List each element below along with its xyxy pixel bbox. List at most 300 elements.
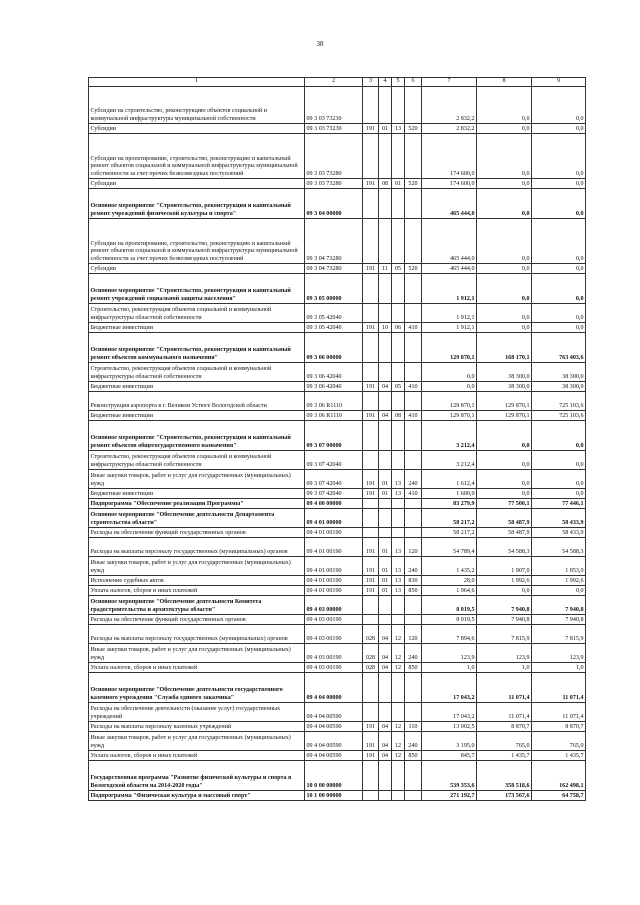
row-name-cell: Расходы на обеспечение функций государственных органов — [89, 615, 305, 625]
subsection-code-cell: 13 — [392, 538, 405, 557]
section-code-cell: 01 — [379, 489, 392, 499]
target-code-cell: 09 3 07 42040 — [305, 451, 363, 470]
subsection-code-cell — [392, 274, 405, 304]
section-code-cell: 04 — [379, 751, 392, 761]
expense-type-cell — [405, 596, 422, 615]
subsection-code-cell — [392, 499, 405, 509]
ministry-code-cell: 028 — [363, 644, 379, 663]
section-code-cell — [379, 304, 392, 323]
ministry-code-cell — [363, 596, 379, 615]
expense-type-cell: 240 — [405, 557, 422, 576]
expense-type-cell — [405, 333, 422, 363]
section-code-cell: 04 — [379, 663, 392, 673]
target-code-cell: 09 3 04 73280 — [305, 219, 363, 264]
amount-2019-cell: 0,0 — [477, 219, 532, 264]
amount-2019-cell: 0,0 — [477, 134, 532, 179]
table-row — [89, 264, 586, 274]
expense-type-cell: 110 — [405, 722, 422, 732]
table-row — [89, 304, 586, 323]
amount-2018-cell: 17 043,2 — [422, 703, 477, 722]
amount-2019-cell: 1,0 — [477, 663, 532, 673]
header-cell: 2 — [305, 78, 363, 87]
subsection-code-cell: 12 — [392, 663, 405, 673]
amount-2018-cell: 17 043,2 — [422, 673, 477, 703]
table-row — [89, 722, 586, 732]
amount-2020-cell: 0,0 — [532, 489, 586, 499]
expense-type-cell — [405, 703, 422, 722]
amount-2019-cell: 0,0 — [477, 451, 532, 470]
target-code-cell: 09 3 05 42040 — [305, 323, 363, 333]
section-code-cell: 04 — [379, 411, 392, 421]
section-code-cell — [379, 189, 392, 219]
subsection-code-cell: 13 — [392, 489, 405, 499]
expense-type-cell — [405, 791, 422, 801]
row-name-cell: Исполнение судебных актов — [89, 576, 305, 586]
expense-type-cell: 410 — [405, 489, 422, 499]
subsection-code-cell — [392, 615, 405, 625]
table-row — [89, 499, 586, 509]
amount-2018-cell: 0,0 — [422, 363, 477, 382]
ministry-code-cell — [363, 219, 379, 264]
amount-2019-cell: 129 870,1 — [477, 392, 532, 411]
table-row — [89, 219, 586, 264]
amount-2020-cell: 38 300,0 — [532, 382, 586, 392]
target-code-cell: 09 3 04 00000 — [305, 189, 363, 219]
amount-2019-cell: 0,0 — [477, 87, 532, 124]
row-name-cell: Иные закупки товаров, работ и услуг для государственных (муниципальных) нужд — [89, 470, 305, 489]
expense-type-cell — [405, 528, 422, 538]
table-row — [89, 586, 586, 596]
ministry-code-cell — [363, 528, 379, 538]
table-row — [89, 791, 586, 801]
amount-2018-cell: 58 217,2 — [422, 509, 477, 528]
section-code-cell: 04 — [379, 722, 392, 732]
ministry-code-cell — [363, 363, 379, 382]
ministry-code-cell: 191 — [363, 538, 379, 557]
ministry-code-cell — [363, 421, 379, 451]
amount-2020-cell: 1 992,6 — [532, 576, 586, 586]
amount-2019-cell: 1 907,0 — [477, 557, 532, 576]
amount-2019-cell: 168 170,1 — [477, 333, 532, 363]
section-code-cell: 04 — [379, 644, 392, 663]
expense-type-cell — [405, 392, 422, 411]
ministry-code-cell — [363, 615, 379, 625]
amount-2020-cell: 725 103,6 — [532, 411, 586, 421]
target-code-cell: 09 3 03 73280 — [305, 134, 363, 179]
section-code-cell — [379, 703, 392, 722]
amount-2020-cell: 0,0 — [532, 134, 586, 179]
amount-2018-cell: 8 019,5 — [422, 596, 477, 615]
table-row — [89, 644, 586, 663]
target-code-cell: 09 3 03 73230 — [305, 124, 363, 134]
amount-2019-cell: 7 940,8 — [477, 615, 532, 625]
amount-2020-cell: 763 403,6 — [532, 333, 586, 363]
ministry-code-cell — [363, 274, 379, 304]
ministry-code-cell: 191 — [363, 323, 379, 333]
amount-2018-cell: 174 600,0 — [422, 179, 477, 189]
table-row — [89, 411, 586, 421]
target-code-cell: 09 3 06 R1110 — [305, 411, 363, 421]
table-row — [89, 732, 586, 751]
amount-2018-cell: 129 870,1 — [422, 333, 477, 363]
amount-2020-cell: 54 588,3 — [532, 538, 586, 557]
header-cell: 8 — [477, 78, 532, 87]
row-name-cell: Основное мероприятие "Обеспечение деятельности государственного казенного учреждения "Служба единого заказчика" — [89, 673, 305, 703]
ministry-code-cell: 191 — [363, 576, 379, 586]
amount-2019-cell: 0,0 — [477, 323, 532, 333]
ministry-code-cell — [363, 791, 379, 801]
table-row — [89, 189, 586, 219]
amount-2020-cell: 11 071,4 — [532, 673, 586, 703]
target-code-cell: 09 4 01 00000 — [305, 509, 363, 528]
amount-2019-cell: 0,0 — [477, 470, 532, 489]
ministry-code-cell: 191 — [363, 470, 379, 489]
subsection-code-cell — [392, 392, 405, 411]
target-code-cell: 09 4 04 00000 — [305, 673, 363, 703]
ministry-code-cell — [363, 673, 379, 703]
subsection-code-cell — [392, 673, 405, 703]
amount-2018-cell: 0,0 — [422, 382, 477, 392]
row-name-cell: Основное мероприятие "Обеспечение деятельности Департамента строительства области" — [89, 509, 305, 528]
subsection-code-cell: 06 — [392, 323, 405, 333]
amount-2020-cell: 0,0 — [532, 219, 586, 264]
amount-2019-cell: 1 435,7 — [477, 751, 532, 761]
ministry-code-cell: 191 — [363, 382, 379, 392]
amount-2019-cell: 0,0 — [477, 124, 532, 134]
subsection-code-cell — [392, 219, 405, 264]
ministry-code-cell: 191 — [363, 411, 379, 421]
amount-2018-cell: 129 870,1 — [422, 411, 477, 421]
row-name-cell: Иные закупки товаров, работ и услуг для государственных (муниципальных) нужд — [89, 644, 305, 663]
table-row — [89, 392, 586, 411]
amount-2019-cell: 765,0 — [477, 732, 532, 751]
amount-2018-cell: 465 444,0 — [422, 219, 477, 264]
amount-2020-cell: 7 940,8 — [532, 615, 586, 625]
section-code-cell — [379, 596, 392, 615]
ministry-code-cell — [363, 333, 379, 363]
section-code-cell — [379, 615, 392, 625]
row-name-cell: Реконструкция аэропорта в г. Великом Устюге Вологодской области — [89, 392, 305, 411]
table-row — [89, 87, 586, 124]
amount-2019-cell: 0,0 — [477, 179, 532, 189]
row-name-cell: Основное мероприятие "Строительство, реконструкция и капитальный ремонт учреждений физической культуры и спорта" — [89, 189, 305, 219]
ministry-code-cell — [363, 189, 379, 219]
section-code-cell: 04 — [379, 382, 392, 392]
target-code-cell: 09 4 03 00190 — [305, 625, 363, 644]
target-code-cell: 09 3 05 00000 — [305, 274, 363, 304]
expense-type-cell — [405, 673, 422, 703]
target-code-cell: 09 4 03 00190 — [305, 615, 363, 625]
table-row — [89, 751, 586, 761]
amount-2020-cell: 0,0 — [532, 421, 586, 451]
ministry-code-cell: 191 — [363, 586, 379, 596]
target-code-cell: 09 4 04 00590 — [305, 722, 363, 732]
section-code-cell: 01 — [379, 124, 392, 134]
expense-type-cell: 410 — [405, 411, 422, 421]
subsection-code-cell: 13 — [392, 557, 405, 576]
table-row — [89, 509, 586, 528]
target-code-cell: 09 4 03 00000 — [305, 596, 363, 615]
section-code-cell — [379, 499, 392, 509]
target-code-cell: 09 3 06 42040 — [305, 363, 363, 382]
row-name-cell: Основное мероприятие "Обеспечение деятельности Комитета градостроительства и архитектуры области" — [89, 596, 305, 615]
expense-type-cell — [405, 274, 422, 304]
table-row — [89, 703, 586, 722]
row-name-cell: Строительство, реконструкция объектов социальной и коммунальной инфраструктуры областной собственности — [89, 363, 305, 382]
ministry-code-cell — [363, 451, 379, 470]
target-code-cell: 09 3 06 R1110 — [305, 392, 363, 411]
amount-2020-cell: 38 300,0 — [532, 363, 586, 382]
target-code-cell: 09 4 00 00000 — [305, 499, 363, 509]
row-name-cell: Строительство, реконструкция объектов социальной и коммунальной инфраструктуры областной собственности — [89, 304, 305, 323]
row-name-cell: Расходы на выплаты персоналу государственных (муниципальных) органов — [89, 625, 305, 644]
section-code-cell: 08 — [379, 179, 392, 189]
row-name-cell: Государственная программа "Развитие физической культуры и спорта в Вологодской области на 2014-2020 годы" — [89, 761, 305, 791]
subsection-code-cell — [392, 509, 405, 528]
row-name-cell: Основное мероприятие "Строительство, реконструкция и капитальный ремонт учреждений социальной защиты населения" — [89, 274, 305, 304]
section-code-cell — [379, 333, 392, 363]
section-code-cell — [379, 673, 392, 703]
subsection-code-cell: 12 — [392, 644, 405, 663]
amount-2018-cell: 58 217,2 — [422, 528, 477, 538]
expense-type-cell: 240 — [405, 732, 422, 751]
section-code-cell — [379, 219, 392, 264]
table-row — [89, 673, 586, 703]
section-code-cell — [379, 421, 392, 451]
subsection-code-cell — [392, 761, 405, 791]
ministry-code-cell — [363, 703, 379, 722]
amount-2018-cell: 3 212,4 — [422, 451, 477, 470]
expense-type-cell: 830 — [405, 576, 422, 586]
subsection-code-cell: 13 — [392, 586, 405, 596]
amount-2019-cell: 58 487,9 — [477, 509, 532, 528]
ministry-code-cell: 028 — [363, 663, 379, 673]
section-code-cell: 04 — [379, 732, 392, 751]
table-row — [89, 625, 586, 644]
target-code-cell: 09 3 03 73230 — [305, 87, 363, 124]
amount-2020-cell: 0,0 — [532, 87, 586, 124]
budget-table — [88, 77, 586, 801]
expense-type-cell: 240 — [405, 470, 422, 489]
table-row — [89, 124, 586, 134]
amount-2018-cell: 1 964,6 — [422, 586, 477, 596]
row-name-cell: Расходы на обеспечение функций государственных органов — [89, 528, 305, 538]
amount-2019-cell: 58 487,9 — [477, 528, 532, 538]
section-code-cell — [379, 274, 392, 304]
row-name-cell: Уплата налогов, сборов и иных платежей — [89, 586, 305, 596]
expense-type-cell — [405, 134, 422, 179]
amount-2020-cell: 0,0 — [532, 124, 586, 134]
expense-type-cell: 850 — [405, 586, 422, 596]
amount-2018-cell: 845,7 — [422, 751, 477, 761]
ministry-code-cell — [363, 499, 379, 509]
row-name-cell: Субсидии — [89, 264, 305, 274]
ministry-code-cell — [363, 509, 379, 528]
amount-2018-cell: 7 894,6 — [422, 625, 477, 644]
section-code-cell — [379, 528, 392, 538]
amount-2019-cell: 0,0 — [477, 274, 532, 304]
subsection-code-cell: 13 — [392, 470, 405, 489]
amount-2020-cell: 0,0 — [532, 274, 586, 304]
target-code-cell: 09 3 03 73280 — [305, 179, 363, 189]
amount-2020-cell: 765,0 — [532, 732, 586, 751]
amount-2019-cell: 0,0 — [477, 189, 532, 219]
header-cell: 6 — [405, 78, 422, 87]
section-code-cell — [379, 451, 392, 470]
amount-2020-cell: 1 853,0 — [532, 557, 586, 576]
page-number: 38 — [316, 40, 324, 48]
table-row — [89, 323, 586, 333]
target-code-cell: 09 3 07 00000 — [305, 421, 363, 451]
amount-2019-cell: 77 500,1 — [477, 499, 532, 509]
amount-2018-cell: 174 600,0 — [422, 134, 477, 179]
amount-2018-cell: 123,9 — [422, 644, 477, 663]
subsection-code-cell: 12 — [392, 751, 405, 761]
amount-2020-cell: 7 940,8 — [532, 596, 586, 615]
amount-2018-cell: 13 002,5 — [422, 722, 477, 732]
expense-type-cell: 410 — [405, 382, 422, 392]
amount-2019-cell: 0,0 — [477, 304, 532, 323]
amount-2020-cell: 1,0 — [532, 663, 586, 673]
table-row — [89, 615, 586, 625]
expense-type-cell — [405, 499, 422, 509]
section-code-cell — [379, 363, 392, 382]
ministry-code-cell — [363, 392, 379, 411]
amount-2020-cell: 11 071,4 — [532, 703, 586, 722]
amount-2018-cell: 1 612,4 — [422, 470, 477, 489]
table-row — [89, 382, 586, 392]
row-name-cell: Субсидии — [89, 179, 305, 189]
subsection-code-cell — [392, 87, 405, 124]
subsection-code-cell — [392, 596, 405, 615]
subsection-code-cell — [392, 363, 405, 382]
row-name-cell: Расходы на выплаты персоналу государственных (муниципальных) органов — [89, 538, 305, 557]
expense-type-cell — [405, 363, 422, 382]
ministry-code-cell: 191 — [363, 179, 379, 189]
subsection-code-cell: 13 — [392, 124, 405, 134]
amount-2018-cell: 539 353,6 — [422, 761, 477, 791]
subsection-code-cell: 08 — [392, 411, 405, 421]
target-code-cell: 09 3 05 42040 — [305, 304, 363, 323]
section-code-cell — [379, 761, 392, 791]
amount-2019-cell: 0,0 — [477, 489, 532, 499]
section-code-cell — [379, 87, 392, 124]
row-name-cell: Иные закупки товаров, работ и услуг для государственных (муниципальных) нужд — [89, 732, 305, 751]
table-row — [89, 451, 586, 470]
section-code-cell — [379, 791, 392, 801]
amount-2018-cell: 2 832,2 — [422, 124, 477, 134]
subsection-code-cell: 05 — [392, 382, 405, 392]
target-code-cell: 10 1 00 00000 — [305, 791, 363, 801]
header-cell: 4 — [379, 78, 392, 87]
amount-2018-cell: 1 912,1 — [422, 304, 477, 323]
amount-2018-cell: 129 870,1 — [422, 392, 477, 411]
amount-2018-cell: 1 600,0 — [422, 489, 477, 499]
table-row — [89, 421, 586, 451]
target-code-cell: 09 4 03 00190 — [305, 663, 363, 673]
row-name-cell: Субсидии на проектирование, строительство, реконструкцию и капитальный ремонт объектов социальной и коммунальной инфраструктуры муниципальной собственности за счет прочих безвозмездных поступлений — [89, 134, 305, 179]
amount-2019-cell: 129 870,1 — [477, 411, 532, 421]
subsection-code-cell — [392, 134, 405, 179]
row-name-cell: Основное мероприятие "Строительство, реконструкция и капитальный ремонт объектов общегосударственного назначения" — [89, 421, 305, 451]
table-row — [89, 274, 586, 304]
amount-2018-cell: 465 444,0 — [422, 264, 477, 274]
amount-2018-cell: 2 832,2 — [422, 87, 477, 124]
expense-type-cell: 850 — [405, 663, 422, 673]
expense-type-cell — [405, 87, 422, 124]
amount-2020-cell: 0,0 — [532, 189, 586, 219]
table-row — [89, 576, 586, 586]
amount-2018-cell: 54 789,4 — [422, 538, 477, 557]
amount-2020-cell: 0,0 — [532, 179, 586, 189]
amount-2018-cell: 3 195,0 — [422, 732, 477, 751]
target-code-cell: 09 4 01 00190 — [305, 576, 363, 586]
target-code-cell: 09 4 04 00590 — [305, 732, 363, 751]
amount-2020-cell: 0,0 — [532, 470, 586, 489]
row-name-cell: Субсидии — [89, 124, 305, 134]
subsection-code-cell: 05 — [392, 264, 405, 274]
amount-2019-cell: 8 870,7 — [477, 722, 532, 732]
amount-2020-cell: 162 498,1 — [532, 761, 586, 791]
amount-2018-cell: 465 444,0 — [422, 189, 477, 219]
ministry-code-cell: 191 — [363, 557, 379, 576]
amount-2020-cell: 7 815,9 — [532, 625, 586, 644]
row-name-cell: Основное мероприятие "Строительство, реконструкция и капитальный ремонт объектов коммунального назначения" — [89, 333, 305, 363]
row-name-cell: Расходы на обеспечение деятельности (оказание услуг) государственных учреждений — [89, 703, 305, 722]
expense-type-cell — [405, 304, 422, 323]
amount-2018-cell: 28,0 — [422, 576, 477, 586]
amount-2020-cell: 8 870,7 — [532, 722, 586, 732]
subsection-code-cell — [392, 451, 405, 470]
subsection-code-cell — [392, 703, 405, 722]
ministry-code-cell: 028 — [363, 625, 379, 644]
amount-2020-cell: 0,0 — [532, 451, 586, 470]
header-cell: 7 — [422, 78, 477, 87]
ministry-code-cell — [363, 304, 379, 323]
amount-2020-cell: 1 435,7 — [532, 751, 586, 761]
target-code-cell: 09 4 01 00190 — [305, 538, 363, 557]
target-code-cell: 09 3 06 42040 — [305, 382, 363, 392]
header-row — [89, 78, 586, 87]
expense-type-cell — [405, 219, 422, 264]
amount-2020-cell: 77 446,1 — [532, 499, 586, 509]
row-name-cell: Бюджетные инвестиции — [89, 411, 305, 421]
expense-type-cell: 410 — [405, 323, 422, 333]
amount-2018-cell: 1 912,1 — [422, 323, 477, 333]
amount-2020-cell: 0,0 — [532, 304, 586, 323]
amount-2019-cell: 1 992,6 — [477, 576, 532, 586]
ministry-code-cell: 191 — [363, 722, 379, 732]
header-cell: 3 — [363, 78, 379, 87]
amount-2019-cell: 123,9 — [477, 644, 532, 663]
row-name-cell: Уплата налогов, сборов и иных платежей — [89, 751, 305, 761]
section-code-cell — [379, 392, 392, 411]
amount-2018-cell: 1 435,2 — [422, 557, 477, 576]
row-name-cell: Бюджетные инвестиции — [89, 382, 305, 392]
section-code-cell: 10 — [379, 323, 392, 333]
amount-2019-cell: 54 588,3 — [477, 538, 532, 557]
target-code-cell: 09 3 04 73280 — [305, 264, 363, 274]
amount-2019-cell: 11 071,4 — [477, 673, 532, 703]
amount-2019-cell: 38 300,0 — [477, 382, 532, 392]
ministry-code-cell: 191 — [363, 489, 379, 499]
subsection-code-cell — [392, 333, 405, 363]
ministry-code-cell: 191 — [363, 124, 379, 134]
expense-type-cell — [405, 451, 422, 470]
target-code-cell: 09 4 04 00590 — [305, 703, 363, 722]
amount-2018-cell: 8 019,5 — [422, 615, 477, 625]
amount-2019-cell: 7 815,9 — [477, 625, 532, 644]
